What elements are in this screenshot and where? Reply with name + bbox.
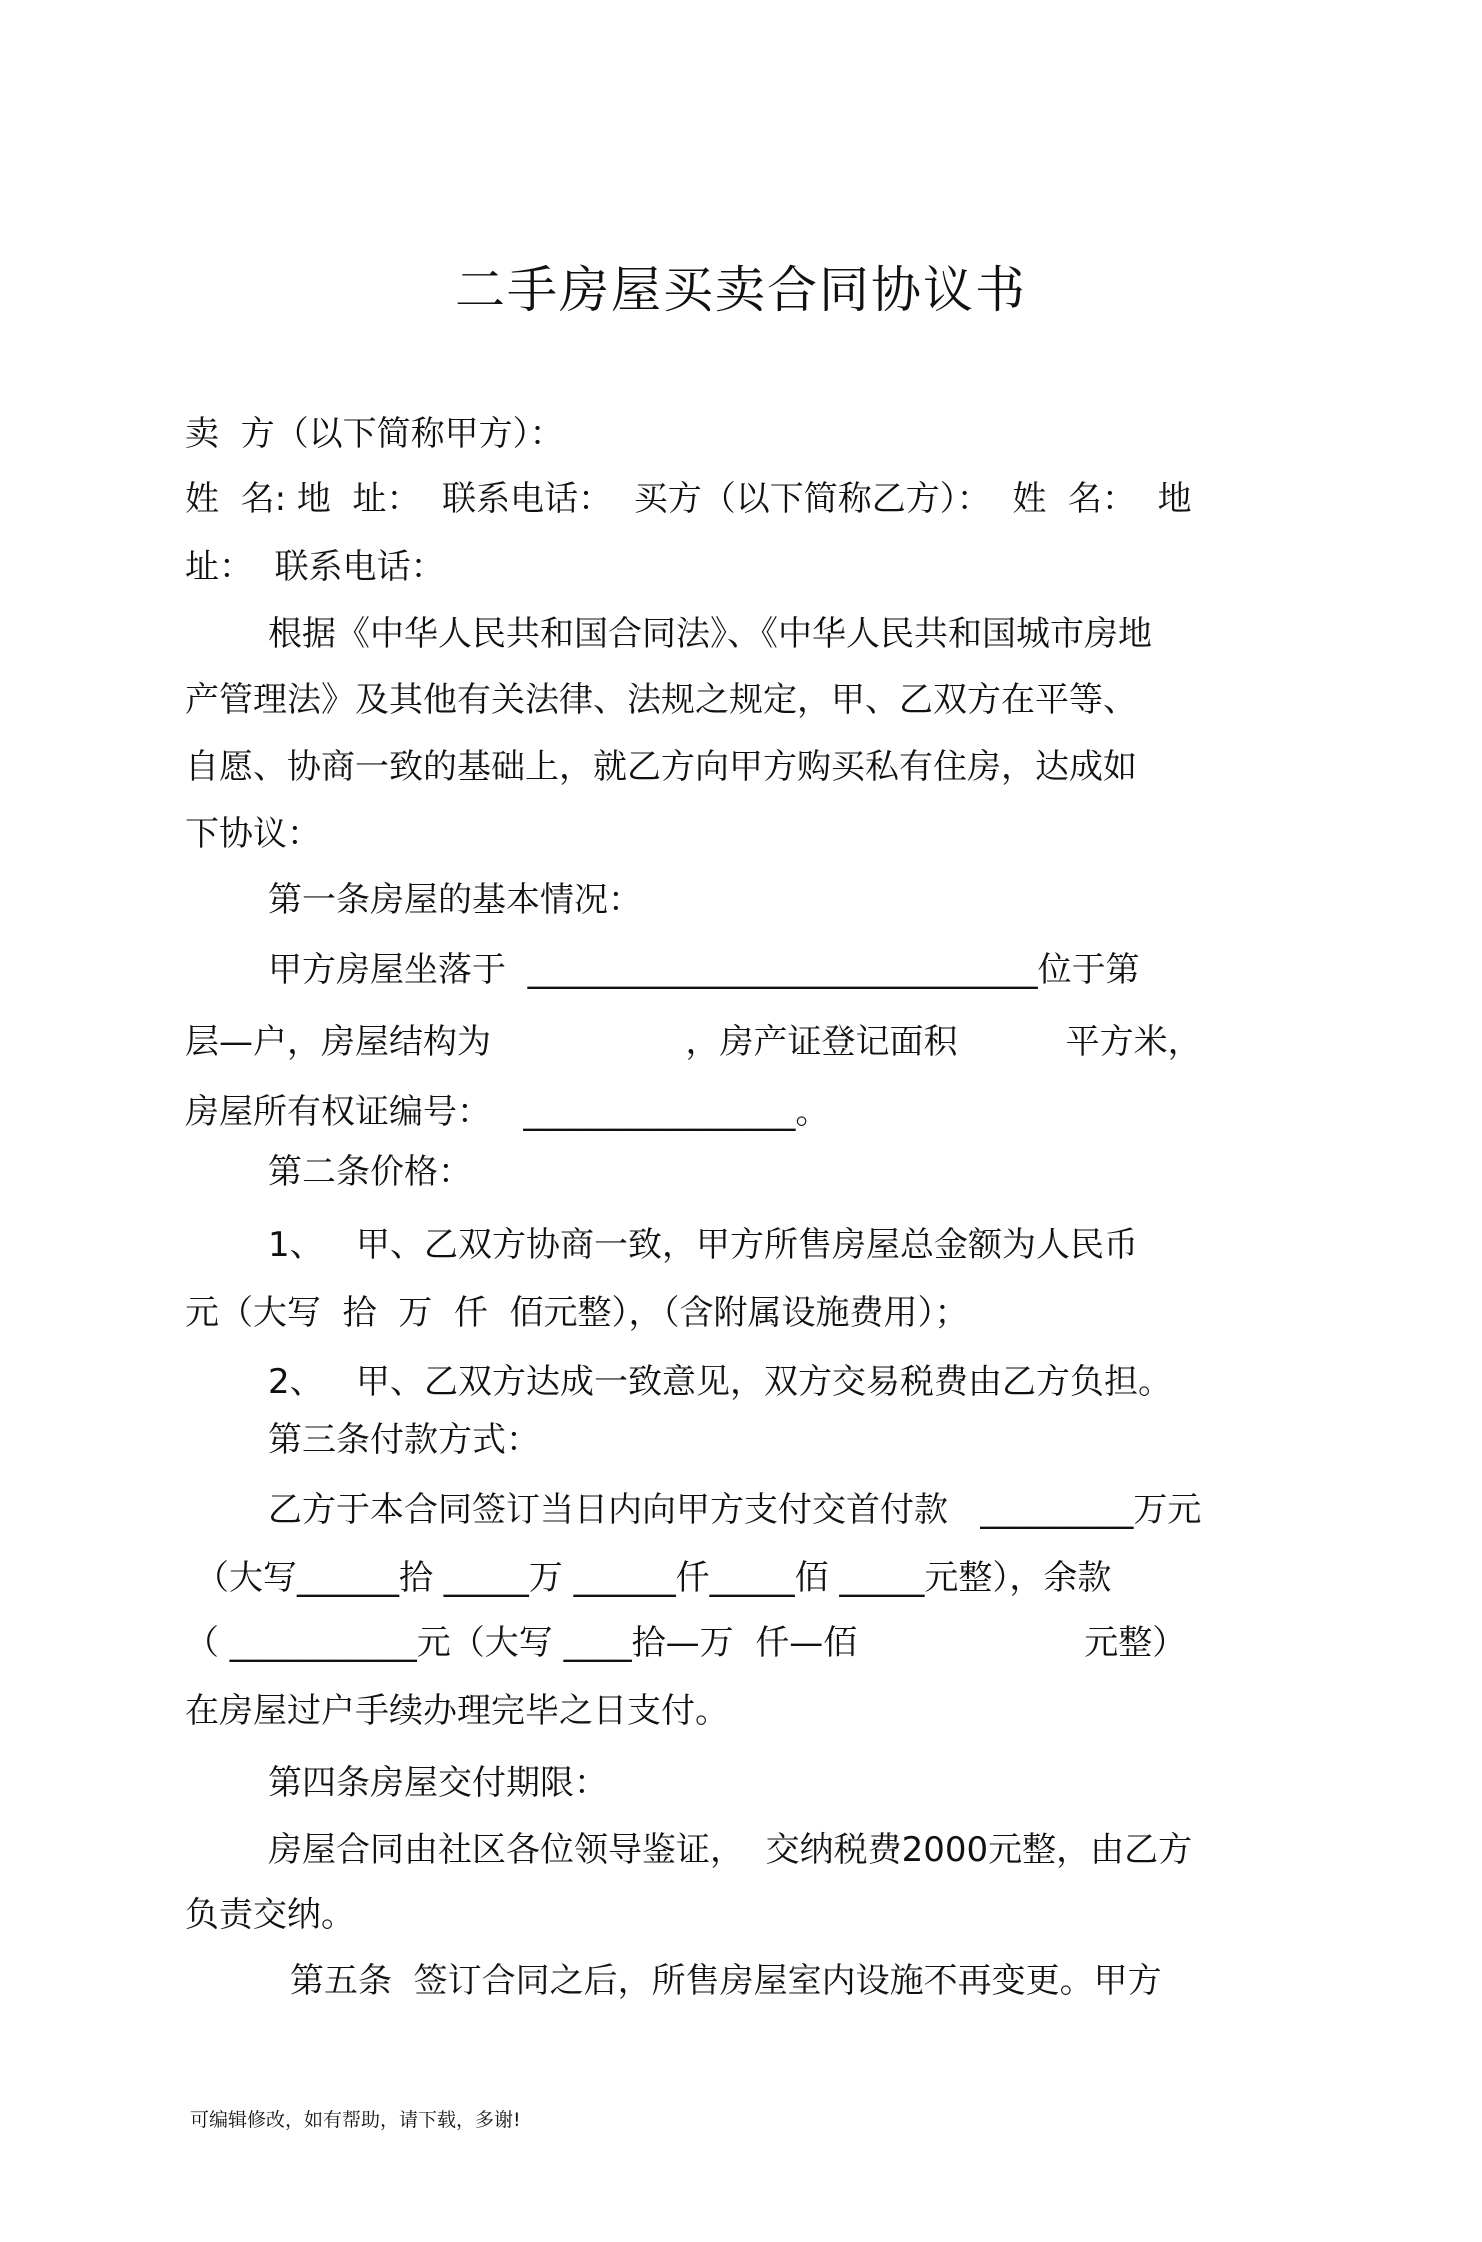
text-line: 自愿、协商一致的基础上，就乙方向甲方购买私有住房，达成如 [185,747,1137,787]
text-line: 第五条 签订合同之后，所售房屋室内设施不再变更。甲方 [290,1961,1162,2001]
text-line: 甲方房屋坐落于 ______________________________位于第 [268,950,1140,990]
text-line: 根据《中华人民共和国合同法》、《中华人民共和国城市房地 [268,614,1152,654]
text-line: 层—户，房屋结构为 ，房产证登记面积 平方米， [185,1022,1202,1062]
text-line: 乙方于本合同签订当日内向甲方支付交首付款 _________万元 [268,1490,1202,1530]
text-line: 卖 方（以下简称甲方）： [185,414,564,454]
text-line: 址： 联系电话： [185,547,445,587]
footer-note: 可编辑修改，如有帮助，请下载，多谢! [190,2109,521,2131]
section-heading: 第四条房屋交付期限： [268,1763,608,1803]
text-line: 负责交纳。 [185,1895,355,1935]
text-line: 房屋合同由社区各位领导鉴证， 交纳税费2000元整，由乙方 [268,1830,1193,1870]
section-heading: 第一条房屋的基本情况： [268,880,642,920]
text-line: 下协议： [185,814,321,854]
text-line: 姓 名: 地 址： 联系电话： 买方（以下简称乙方）： 姓 名： 地 [185,479,1192,519]
text-line: 产管理法》及其他有关法律、法规之规定，甲、乙双方在平等、 [185,680,1137,720]
text-line: 1、 甲、乙双方协商一致，甲方所售房屋总金额为人民币 [268,1225,1139,1265]
text-line: （ ___________元（大写 ____拾—万 仟—佰 元整） [185,1623,1187,1663]
text-line: （大写______拾 _____万 ______仟_____佰 _____元整），余款 [195,1558,1112,1598]
section-heading: 第三条付款方式： [268,1420,540,1460]
text-line: 房屋所有权证编号： ________________。 [185,1092,830,1132]
document-title: 二手房屋买卖合同协议书 [455,261,1027,319]
text-line: 在房屋过户手续办理完毕之日支付。 [185,1691,729,1731]
text-line: 元（大写 拾 万 仟 佰元整），（含附属设施费用）； [185,1293,969,1333]
section-heading: 第二条价格： [268,1152,472,1192]
text-line: 2、 甲、乙双方达成一致意见，双方交易税费由乙方负担。 [268,1362,1173,1402]
